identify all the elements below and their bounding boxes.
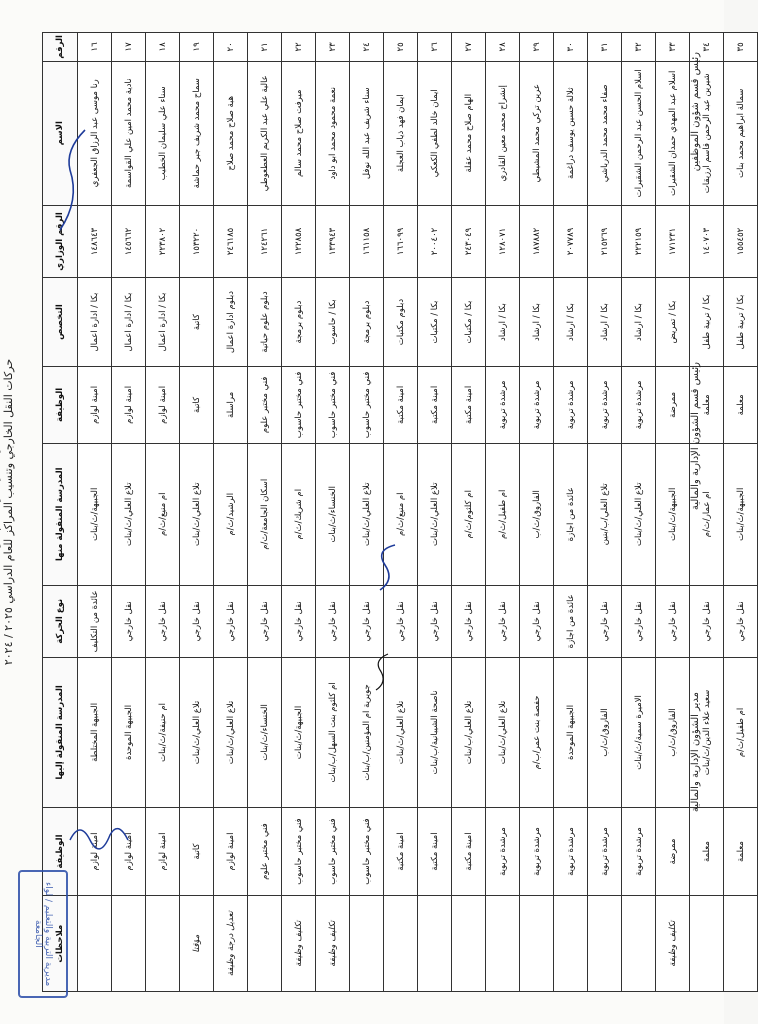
cell-name: نادية محمد امين علي القواسمة — [112, 61, 146, 205]
cell-id: ١٦٦٠٩٩ — [384, 205, 418, 278]
cell-name: عرين تركي محمد المشيطي — [520, 61, 554, 205]
cell-id: ١٤٠٧٠٣ — [690, 205, 724, 278]
cell-to: الجبيهة/ث/بنات — [282, 658, 316, 808]
cell-no: ٢٨ — [486, 33, 520, 62]
cell-job2: كاتبة — [180, 807, 214, 896]
cell-spec: بكا / تمريض — [656, 278, 690, 367]
cell-spec: بكا / ادارة اعمال — [146, 278, 180, 367]
cell-job2: مرشدة تربوية — [554, 807, 588, 896]
cell-to: تلاع العلي/ث/بنات — [180, 658, 214, 808]
cell-no: ٢٩ — [520, 33, 554, 62]
cell-to: سعيد علاء الدين/ث/بنات — [690, 658, 724, 808]
cell-to: الخنساء/ث/بنات — [248, 658, 282, 808]
cell-no: ٢٤ — [350, 33, 384, 62]
cell-job2: فني مختبر علوم — [248, 807, 282, 896]
cell-name: عالية علي عبد الكريم العطعوطي — [248, 61, 282, 205]
col-type: نوع الحركة — [43, 585, 78, 658]
cell-id: ١٥٥٤٥٢ — [724, 205, 758, 278]
cell-no: ٢٥ — [384, 33, 418, 62]
cell-no: ٢٧ — [452, 33, 486, 62]
cell-no: ٢٢ — [282, 33, 316, 62]
cell-type: عائدة من اجازة — [554, 585, 588, 658]
cell-spec: كاتبة — [180, 278, 214, 367]
cell-no: ٢٣ — [316, 33, 350, 62]
cell-spec: بكا / مكتبات — [452, 278, 486, 367]
cell-job: امينة لوازم — [112, 366, 146, 443]
cell-name: الهام صلاح محمد عقلة — [452, 61, 486, 205]
cell-job: فني مختبر حاسوب — [282, 366, 316, 443]
official-stamp — [18, 870, 68, 998]
col-name: الاسم — [43, 61, 78, 205]
cell-type: نقل خارجي — [282, 585, 316, 658]
cell-type: نقل خارجي — [690, 585, 724, 658]
cell-no: ٢١ — [248, 33, 282, 62]
cell-job: كاتبة — [180, 366, 214, 443]
cell-spec: دبلوم مكتبات — [384, 278, 418, 367]
cell-no: ١٧ — [112, 33, 146, 62]
cell-no: ٣١ — [588, 33, 622, 62]
cell-type: نقل خارجي — [486, 585, 520, 658]
cell-to: تلاع العلي/ب/بنات — [452, 658, 486, 808]
cell-spec: بكا / مكتبات — [418, 278, 452, 367]
cell-no: ١٩ — [180, 33, 214, 62]
cell-to: ام كلثوم بنت السهل/ب/بنات — [316, 658, 350, 808]
cell-no: ٢٦ — [418, 33, 452, 62]
cell-to: حفصة بنت عمر/ب/م — [520, 658, 554, 808]
col-note: ملاحظات — [43, 896, 78, 992]
cell-spec: دبلوم برمجة — [282, 278, 316, 367]
cell-job: امينة لوازم — [146, 366, 180, 443]
cell-type: نقل خارجي — [146, 585, 180, 658]
cell-from: تلاع العلي/ث/بنات — [418, 443, 452, 585]
cell-spec: بكا / ادارة اعمال — [112, 278, 146, 367]
cell-spec: بكا / ارشاد — [520, 278, 554, 367]
cell-name: اسلام الحسن عبد الرحمن الشقيرات — [622, 61, 656, 205]
cell-to: تلاع العلي/ث/بنات — [486, 658, 520, 808]
cell-to: الجبيهة الموحدة — [112, 658, 146, 808]
cell-spec: بكا / ارشاد — [622, 278, 656, 367]
cell-job: ممرضة — [656, 366, 690, 443]
cell-from: ام شريك/ث/م — [282, 443, 316, 585]
cell-no: ١٦ — [78, 33, 112, 62]
cell-job2: امينة لوازم — [146, 807, 180, 896]
cell-job2: امينة لوازم — [214, 807, 248, 896]
cell-note — [724, 896, 758, 992]
cell-name: إنشراح محمد معين القادري — [486, 61, 520, 205]
cell-job2: مرشدة تربوية — [588, 807, 622, 896]
header-line-2: حركات النقل الخارجي وتنسيب المراكز للعام الدراسي ٢٠٢٥ / ٢٠٢٤ — [2, 358, 15, 666]
cell-name: نعمة محمود محمد ابو داود — [316, 61, 350, 205]
table-row — [724, 33, 758, 992]
cell-type: نقل خارجي — [588, 585, 622, 658]
cell-type: نقل خارجي — [316, 585, 350, 658]
cell-id: ١٦١١٥٨ — [350, 205, 384, 278]
cell-name: سناء شريف عبد الله نوفل — [350, 61, 384, 205]
cell-job2: مرشدة تربوية — [622, 807, 656, 896]
cell-name: سماح محمد شريف جبر حماشة — [180, 61, 214, 205]
cell-job2: مرشدة تربوية — [486, 807, 520, 896]
cell-type: نقل خارجي — [350, 585, 384, 658]
cell-name: ايمان فهد ذياب العجلة — [384, 61, 418, 205]
signature-title-3: مدير الشؤون الإدارية والمالية — [690, 692, 701, 813]
cell-job2: امينة لوازم — [78, 807, 112, 896]
col-to: المدرسة المنقولة إليها — [43, 658, 78, 808]
cell-id: ٢٢٢١٥٩ — [622, 205, 656, 278]
col-no: الرقم — [43, 33, 78, 62]
cell-id: ١٢٤٢٦١ — [248, 205, 282, 278]
cell-type: نقل خارجي — [180, 585, 214, 658]
cell-note: تكليف وظيفة — [282, 896, 316, 992]
cell-name: شيرين عبد الرحمن قاسم ارزيقات — [690, 61, 724, 205]
cell-from: ام عمار/ث/م — [690, 443, 724, 585]
cell-job2: فني مختبر حاسوب — [282, 807, 316, 896]
cell-id: ١٤٨٦٤٣ — [78, 205, 112, 278]
cell-no: ٣٣ — [656, 33, 690, 62]
cell-no: ١٨ — [146, 33, 180, 62]
cell-spec: بكا / ارشاد — [554, 278, 588, 367]
cell-type: نقل خارجي — [656, 585, 690, 658]
cell-from: ام منيع/ث/م — [146, 443, 180, 585]
cell-id: ٢٤٣٠٤٩ — [452, 205, 486, 278]
cell-name: هبة صلاح محمد صلاح — [214, 61, 248, 205]
cell-type: نقل خارجي — [520, 585, 554, 658]
cell-job2: امينة مكتبة — [384, 807, 418, 896]
signature-scribble-1 — [70, 829, 128, 849]
cell-id: ٢٤٦١٨٥ — [214, 205, 248, 278]
cell-from: عائدة من اجازة — [554, 443, 588, 585]
cell-no: ٢٠ — [214, 33, 248, 62]
cell-type: نقل خارجي — [418, 585, 452, 658]
cell-job: مرشدة تربوية — [588, 366, 622, 443]
cell-job: معلمة — [690, 366, 724, 443]
cell-spec: بكا / تربية طفل — [690, 278, 724, 367]
cell-job: امينة مكتبة — [384, 366, 418, 443]
cell-from: الخنساء/ث/بنات — [316, 443, 350, 585]
cell-id: ١٤٥٦٦٢ — [112, 205, 146, 278]
cell-job: معلمة — [724, 366, 758, 443]
cell-note: تعديل درجة وظيفة — [214, 896, 248, 992]
cell-note: مؤقتا — [180, 896, 214, 992]
cell-to: ام طفيل/ث/م — [724, 658, 758, 808]
col-from: المدرسة المنقولة منها — [43, 443, 78, 585]
cell-to: ناصحة الشيبانية/ب/بنات — [418, 658, 452, 808]
cell-type: نقل خارجي — [452, 585, 486, 658]
cell-job: فني مختبر حاسوب — [350, 366, 384, 443]
cell-type: نقل خارجي — [384, 585, 418, 658]
cell-from: تلاع العلي/ث/بنات — [622, 443, 656, 585]
cell-id: ١٣٣٩٤٣ — [316, 205, 350, 278]
cell-spec: بكا / حاسوب — [316, 278, 350, 367]
cell-from: تلاع العلي/ب/بنين — [588, 443, 622, 585]
cell-job2: امينة مكتبة — [418, 807, 452, 896]
cell-spec: بكا / تربية طفل — [724, 278, 758, 367]
cell-note: تكليف وظيفة — [656, 896, 690, 992]
cell-job: امينة لوازم — [78, 366, 112, 443]
cell-type: نقل خارجي — [724, 585, 758, 658]
cell-from: ام منيع/ث/م — [384, 443, 418, 585]
cell-to: جويرية ام المؤمنين/ب/بنات — [350, 658, 384, 808]
col-spec: التخصص — [43, 278, 78, 367]
cell-from: الجبيهة/ث/بنات — [724, 443, 758, 585]
cell-to: تلاع العلي/ث/بنات — [384, 658, 418, 808]
cell-job: امينة مكتبة — [452, 366, 486, 443]
cell-spec: دبلوم ادارة اعمال — [214, 278, 248, 367]
cell-job: مراسلة — [214, 366, 248, 443]
cell-from: الجبيهة/ث/بنات — [78, 443, 112, 585]
cell-to: الاميرة سمية/ث/بنات — [622, 658, 656, 808]
cell-job2: فني مختبر حاسوب — [316, 807, 350, 896]
col-id: الرقم الوزاري — [43, 205, 78, 278]
cell-name: سمالة ابراهيم محمد بنات — [724, 61, 758, 205]
cell-from: تلاع العلي/ث/بنات — [350, 443, 384, 585]
cell-job2: مرشدة تربوية — [520, 807, 554, 896]
cell-job: مرشدة تربوية — [486, 366, 520, 443]
signature-scribble-3 — [60, 130, 85, 230]
cell-job2: ممرضة — [656, 807, 690, 896]
cell-job2: معلمة — [724, 807, 758, 896]
cell-type: عائدة من التكليف — [78, 585, 112, 658]
cell-job: فني مختبر حاسوب — [316, 366, 350, 443]
cell-no: ٣٥ — [724, 33, 758, 62]
cell-job2: فني مختبر حاسوب — [350, 807, 384, 896]
cell-no: ٣٤ — [690, 33, 724, 62]
signature-scribble-4 — [376, 654, 388, 690]
signature-title-1: رئيس قسم شؤون الموظفين — [690, 52, 701, 172]
cell-to: الفاروق/ث/ب — [588, 658, 622, 808]
cell-name: سناء علي سليمان الخطيب — [146, 61, 180, 205]
cell-id: ٢٢٣٨٠٢ — [146, 205, 180, 278]
cell-from: ام طفيل/ث/م — [486, 443, 520, 585]
cell-from: تلاع العلي/ث/بنات — [112, 443, 146, 585]
stamp-text: مديرية التربية والتعليم / لواء الجامعة — [33, 881, 53, 987]
cell-id: ١٧١٢٣١ — [656, 205, 690, 278]
cell-id: ٢١٥٢٦٩ — [588, 205, 622, 278]
cell-job2: امينة لوازم — [112, 807, 146, 896]
cell-name: ايمان خالد لطفي الكعكي — [418, 61, 452, 205]
cell-name: اسلام عبد المهدي حمدان الشقيرات — [656, 61, 690, 205]
cell-spec: بكا / ادارة اعمال — [78, 278, 112, 367]
cell-to: الفاروق/ث/ب — [656, 658, 690, 808]
cell-name: ميرفت صلاح محمد سالم — [282, 61, 316, 205]
signature-scribble-2 — [380, 545, 395, 590]
cell-to: تلاع العلي/ث/بنات — [214, 658, 248, 808]
cell-job2: امينة مكتبة — [452, 807, 486, 896]
cell-job: امينة مكتبة — [418, 366, 452, 443]
cell-job: فني مختبر علوم — [248, 366, 282, 443]
cell-name: صفاء محمد محمد الدرباشي — [588, 61, 622, 205]
cell-type: نقل خارجي — [214, 585, 248, 658]
cell-spec: بكا / ارشاد — [486, 278, 520, 367]
cell-id: ٢٠٧٧٨٩ — [554, 205, 588, 278]
signature-title-2: رئيس قسم الشؤون الإدارية والمالية — [690, 362, 701, 511]
cell-name: ثلالة حسين يوسف دراغمة — [554, 61, 588, 205]
cell-id: ٢٠٠٤٠٢ — [418, 205, 452, 278]
cell-from: الفاروق/ث/ب — [520, 443, 554, 585]
cell-note: تكليف وظيفة — [316, 896, 350, 992]
cell-from: الرشيد/ث/م — [214, 443, 248, 585]
cell-spec: بكا / ارشاد — [588, 278, 622, 367]
cell-no: ٣٢ — [622, 33, 656, 62]
cell-id: ١٢٢٨٥٨ — [282, 205, 316, 278]
cell-from: تلاع العلي/ث/بنات — [180, 443, 214, 585]
cell-no: ٣٠ — [554, 33, 588, 62]
cell-id: ١٢٨٠٧١ — [486, 205, 520, 278]
cell-name: رنا موسى عبد الرزاق الجعفري — [78, 61, 112, 205]
cell-to: ام حنيفة/ث/بنات — [146, 658, 180, 808]
cell-type: نقل خارجي — [622, 585, 656, 658]
cell-to: الجبيهة المختلطة — [78, 658, 112, 808]
cell-from: الجبيهة/ث/بنات — [656, 443, 690, 585]
cell-type: نقل خارجي — [112, 585, 146, 658]
col-job: الوظيفة — [43, 366, 78, 443]
cell-spec: دبلوم علوم حياتية — [248, 278, 282, 367]
cell-job: مرشدة تربوية — [622, 366, 656, 443]
cell-job: مرشدة تربوية — [520, 366, 554, 443]
cell-id: ١٨٧٨٨٢ — [520, 205, 554, 278]
cell-type: نقل خارجي — [248, 585, 282, 658]
cell-to: الجبيهة الموحدة — [554, 658, 588, 808]
cell-id: ١٥٣٢٢٠ — [180, 205, 214, 278]
cell-spec: دبلوم برمجة — [350, 278, 384, 367]
col-job2: الوظيفة — [43, 807, 78, 896]
cell-job: مرشدة تربوية — [554, 366, 588, 443]
cell-job2: معلمة — [690, 807, 724, 896]
cell-from: اسكان الجامعة/ث/م — [248, 443, 282, 585]
cell-from: ام كلثوم/ث/م — [452, 443, 486, 585]
